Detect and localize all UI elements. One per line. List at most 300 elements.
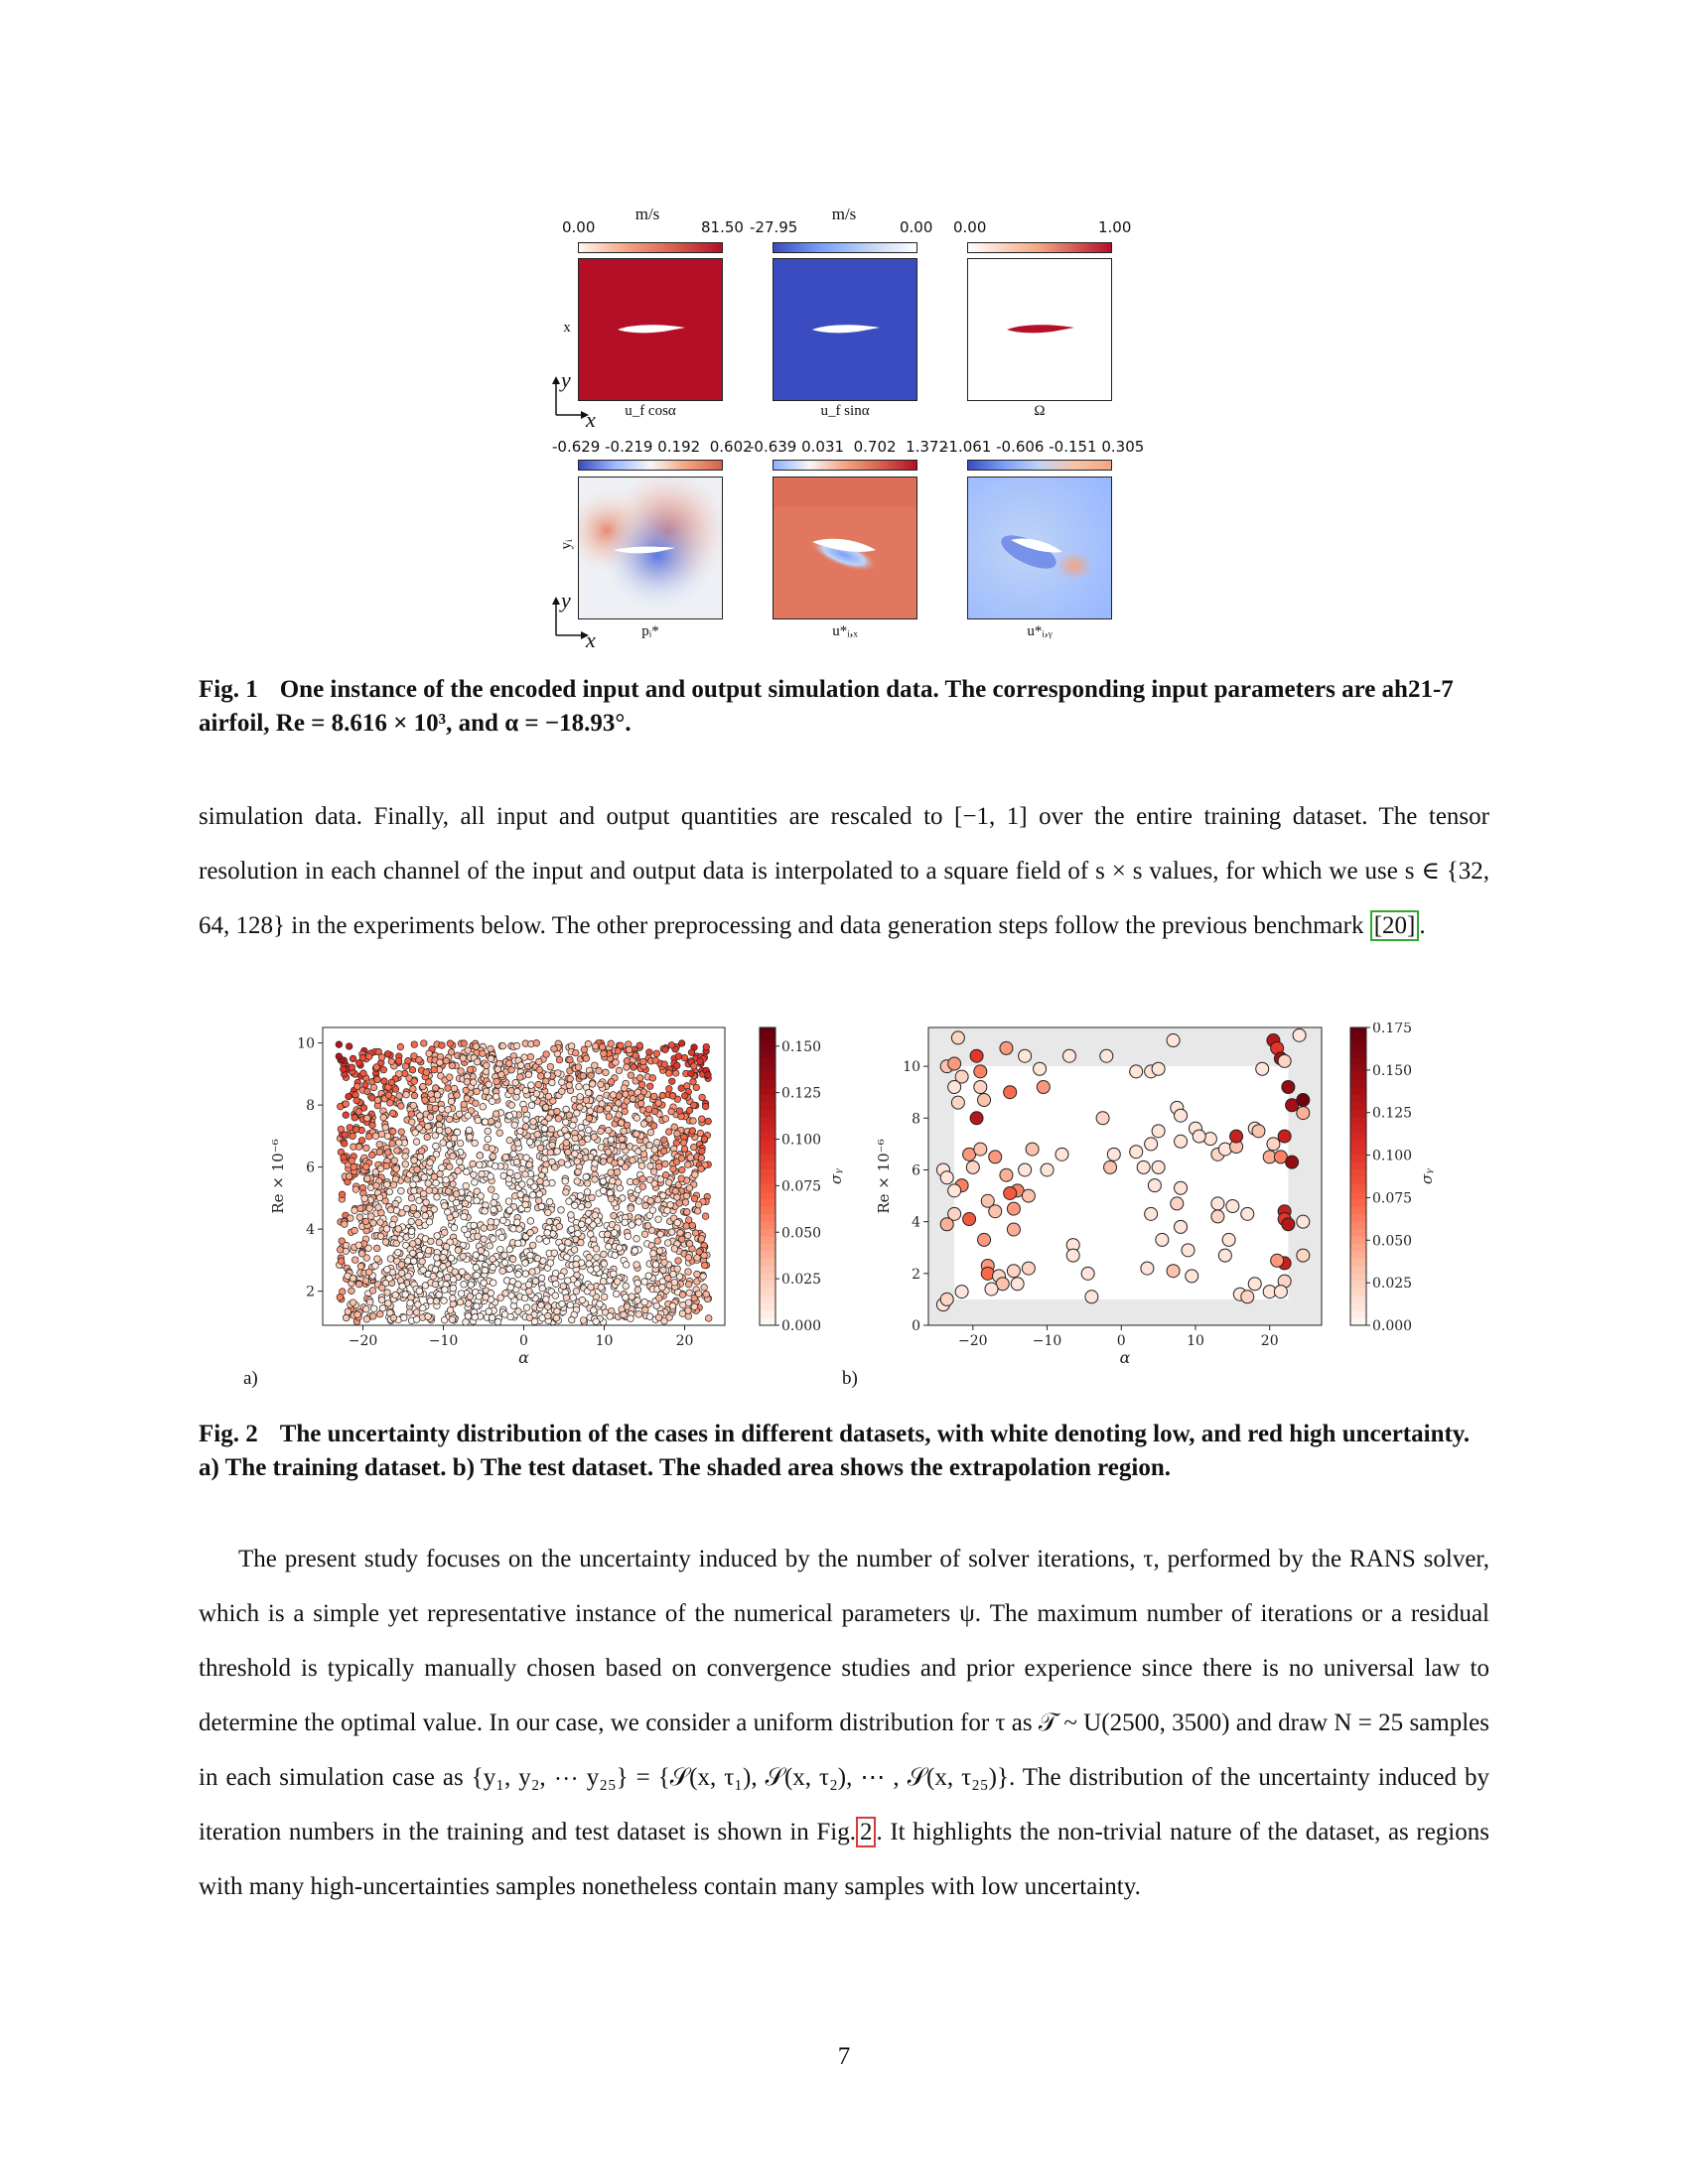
chart-a-point — [601, 1294, 608, 1300]
chart-a-point — [660, 1148, 667, 1155]
figure-2 — [228, 1023, 1460, 1400]
chart-a-point — [379, 1305, 386, 1312]
chart-a-point — [641, 1298, 648, 1305]
chart-a-point — [579, 1297, 586, 1303]
chart-a-point — [398, 1103, 405, 1110]
chart-a-point — [408, 1228, 415, 1235]
chart-b-colorbar-segment — [1350, 1206, 1366, 1214]
chart-a-point — [343, 1101, 350, 1108]
chart-b-colorbar-label: 0.025 — [1372, 1276, 1413, 1293]
chart-a-point — [692, 1171, 699, 1178]
chart-a-point — [543, 1296, 550, 1302]
chart-a — [269, 1027, 845, 1367]
chart-b-point — [1267, 1138, 1280, 1151]
chart-a-ylabel: Re × 10⁻⁶ — [269, 1139, 287, 1214]
chart-a-point — [434, 1233, 441, 1240]
chart-a-point — [674, 1062, 681, 1069]
chart-a-point — [538, 1203, 545, 1210]
chart-a-point — [387, 1206, 394, 1213]
chart-b-point — [974, 1143, 987, 1156]
colorbar-uy — [773, 242, 917, 253]
chart-a-point — [405, 1273, 412, 1280]
chart-a-point — [461, 1040, 468, 1047]
chart-a-point — [678, 1040, 685, 1047]
chart-a-colorbar-segment — [760, 1065, 775, 1073]
chart-a-colorbar-segment — [760, 1125, 775, 1133]
chart-a-point — [510, 1151, 517, 1158]
chart-a-point — [449, 1316, 456, 1323]
chart-a-point — [601, 1050, 608, 1057]
chart-a-point — [690, 1078, 697, 1085]
chart-a-point — [483, 1068, 490, 1075]
label-omega: Ω — [1034, 403, 1046, 419]
chart-b-point — [1175, 1181, 1188, 1194]
chart-a-point — [699, 1148, 706, 1155]
chart-a-point — [633, 1115, 640, 1122]
colorbar-uy-out — [967, 460, 1112, 471]
chart-a-point — [391, 1158, 398, 1164]
chart-a-point — [612, 1252, 619, 1259]
chart-a-point — [380, 1066, 387, 1073]
chart-a-point — [566, 1082, 573, 1089]
chart-a-point — [490, 1256, 496, 1263]
chart-b-point — [1137, 1160, 1150, 1173]
chart-a-point — [640, 1058, 647, 1065]
chart-a-point — [448, 1098, 455, 1105]
chart-a-point — [638, 1162, 645, 1169]
chart-a-point — [408, 1195, 415, 1202]
chart-a-point — [355, 1281, 362, 1288]
chart-a-point — [676, 1108, 683, 1115]
chart-b-colorbar-segment — [1350, 1102, 1366, 1110]
chart-a-point — [387, 1256, 394, 1263]
chart-b-point — [1011, 1278, 1024, 1291]
chart-b-point — [1175, 1220, 1188, 1233]
chart-b-point — [1145, 1138, 1158, 1151]
chart-a-xtick-label: −10 — [428, 1333, 459, 1349]
chart-a-point — [505, 1198, 512, 1205]
chart-a-point — [580, 1317, 587, 1324]
chart-a-point — [523, 1155, 530, 1161]
chart-a-point — [669, 1302, 676, 1309]
chart-b-ylabel: Re × 10⁻⁶ — [875, 1139, 893, 1214]
chart-a-point — [383, 1181, 390, 1188]
chart-a-point — [375, 1204, 382, 1211]
chart-b-point — [989, 1205, 1002, 1218]
chart-a-point — [472, 1313, 479, 1320]
chart-a-point — [474, 1272, 481, 1279]
chart-a-point — [496, 1130, 503, 1137]
chart-a-point — [522, 1124, 529, 1131]
chart-a-colorbar-segment — [760, 1080, 775, 1088]
chart-a-point — [600, 1278, 607, 1285]
chart-a-colorbar-segment — [760, 1184, 775, 1192]
chart-a-point — [350, 1275, 356, 1282]
chart-a-colorbar-segment — [760, 1132, 775, 1140]
chart-a-colorbar-segment — [760, 1169, 775, 1177]
chart-a-point — [402, 1153, 409, 1160]
chart-b-point — [974, 1081, 987, 1094]
chart-a-point — [700, 1273, 707, 1280]
chart-a-point — [411, 1041, 418, 1048]
chart-a-point — [596, 1067, 603, 1074]
chart-b-colorbar-segment — [1350, 1080, 1366, 1088]
chart-a-ytick-label: 8 — [306, 1098, 315, 1115]
chart-a-point — [594, 1254, 601, 1261]
chart-a-point — [408, 1218, 415, 1225]
chart-b-point — [1297, 1107, 1310, 1120]
chart-a-point — [583, 1097, 590, 1104]
chart-a-point — [661, 1259, 668, 1266]
chart-b-point — [1297, 1249, 1310, 1262]
chart-a-point — [443, 1176, 450, 1183]
chart-a-point — [436, 1127, 443, 1134]
chart-a-point — [352, 1186, 359, 1193]
chart-a-point — [494, 1318, 501, 1325]
chart-a-point — [543, 1180, 550, 1187]
cbar2-min: -27.95 — [750, 218, 798, 236]
chart-a-point — [689, 1128, 696, 1135]
chart-b-colorbar-segment — [1350, 1065, 1366, 1073]
chart-a-point — [628, 1072, 634, 1079]
chart-a-point — [494, 1066, 501, 1073]
chart-a-point — [687, 1155, 694, 1161]
chart-a-point — [517, 1074, 524, 1081]
chart-a-point — [450, 1285, 457, 1292]
chart-a-point — [389, 1128, 396, 1135]
chart-a-point — [583, 1055, 590, 1062]
chart-a-point — [568, 1212, 575, 1219]
chart-a-colorbar-segment — [760, 1117, 775, 1125]
chart-a-ytick-label: 6 — [306, 1160, 315, 1176]
chart-a-point — [565, 1239, 572, 1246]
chart-a-point — [563, 1140, 570, 1147]
chart-a-point — [651, 1147, 658, 1154]
chart-a-point — [525, 1071, 532, 1078]
chart-a-point — [463, 1319, 470, 1326]
chart-a-point — [545, 1303, 552, 1310]
chart-b-point — [966, 1160, 979, 1173]
chart-a-point — [508, 1087, 515, 1094]
cbar1-max: 81.50 — [701, 218, 744, 236]
chart-a-point — [427, 1114, 434, 1121]
chart-a-point — [358, 1137, 365, 1144]
chart-a-point — [364, 1115, 371, 1122]
chart-a-point — [546, 1198, 553, 1205]
chart-a-point — [630, 1096, 636, 1103]
chart-a-point — [588, 1072, 595, 1079]
chart-a-point — [419, 1258, 426, 1265]
chart-a-point — [600, 1159, 607, 1165]
chart-a-point — [405, 1057, 412, 1064]
chart-a-point — [489, 1186, 495, 1193]
chart-a-point — [465, 1112, 472, 1119]
chart-b-xtick-label: −20 — [958, 1333, 988, 1349]
chart-a-point — [621, 1128, 628, 1135]
panel-ux-out — [773, 477, 917, 619]
chart-a-point — [530, 1119, 537, 1126]
chart-a-point — [414, 1166, 421, 1173]
chart-a-point — [357, 1263, 364, 1270]
chart-a-point — [476, 1294, 483, 1300]
chart-a-point — [376, 1194, 383, 1201]
chart-a-colorbar-segment — [760, 1221, 775, 1229]
chart-b-colorbar-segment — [1350, 1199, 1366, 1207]
chart-a-point — [528, 1102, 535, 1109]
chart-a-point — [575, 1064, 582, 1071]
chart-a-point — [645, 1106, 652, 1113]
chart-a-point — [647, 1129, 654, 1136]
chart-a-point — [434, 1255, 441, 1262]
cbar3-max: 1.00 — [1098, 218, 1132, 236]
chart-a-point — [361, 1195, 368, 1202]
chart-a-xlabel: α — [518, 1348, 529, 1367]
chart-a-point — [644, 1223, 651, 1230]
chart-a-point — [556, 1056, 563, 1063]
chart-a-point — [352, 1257, 358, 1264]
chart-a-point — [558, 1079, 565, 1086]
chart-a-point — [616, 1067, 623, 1074]
chart-b-point — [1156, 1233, 1169, 1246]
citation-link[interactable]: [20] — [1370, 910, 1420, 941]
chart-b-colorbar-label: 0.000 — [1372, 1318, 1413, 1334]
chart-a-point — [538, 1301, 545, 1308]
chart-b-point — [1000, 1041, 1013, 1054]
chart-a-point — [346, 1093, 352, 1100]
chart-a-point — [686, 1185, 693, 1192]
chart-a-point — [465, 1313, 472, 1320]
chart-a-point — [421, 1040, 428, 1047]
row1-ylabel: x — [563, 320, 571, 336]
chart-b-point — [963, 1213, 976, 1226]
chart-a-point — [522, 1271, 529, 1278]
chart-a-point — [409, 1067, 416, 1074]
chart-a-xtick-label: 0 — [519, 1333, 528, 1349]
chart-b-point — [970, 1049, 983, 1062]
chart-b-point — [1019, 1049, 1032, 1062]
chart-a-colorbar-label: 0.075 — [781, 1178, 822, 1195]
chart-a-colorbar-segment — [760, 1087, 775, 1095]
chart-a-point — [646, 1116, 653, 1123]
chart-a-point — [497, 1295, 504, 1301]
chart-a-point — [457, 1298, 464, 1305]
chart-a-point — [533, 1090, 540, 1097]
chart-a-point — [614, 1279, 621, 1286]
chart-a-point — [445, 1106, 452, 1113]
chart-b-colorbar-segment — [1350, 1140, 1366, 1148]
chart-a-point — [681, 1093, 688, 1100]
chart-a-point — [567, 1301, 574, 1308]
chart-b-point — [1141, 1262, 1154, 1275]
chart-b-colorbar-segment — [1350, 1310, 1366, 1318]
chart-a-point — [672, 1188, 679, 1195]
chart-a-point — [587, 1108, 594, 1115]
chart-a-point — [694, 1208, 701, 1215]
chart-a-point — [701, 1262, 708, 1269]
chart-b-colorbar-segment — [1350, 1259, 1366, 1267]
chart-a-point — [678, 1236, 685, 1243]
chart-a-point — [655, 1314, 662, 1321]
chart-a-point — [538, 1275, 545, 1282]
figure-reference-link[interactable]: 2 — [856, 1817, 877, 1847]
chart-a-point — [598, 1081, 605, 1088]
chart-b-colorbar-segment — [1350, 1147, 1366, 1155]
chart-a-point — [485, 1128, 492, 1135]
chart-a-point — [589, 1194, 596, 1201]
chart-a-point — [671, 1279, 678, 1286]
chart-a-point — [639, 1183, 646, 1190]
chart-b-ytick-label: 10 — [903, 1059, 920, 1076]
chart-a-point — [409, 1241, 416, 1248]
chart-a-point — [691, 1195, 698, 1202]
chart-a-point — [515, 1271, 522, 1278]
chart-a-point — [558, 1160, 565, 1166]
chart-a-point — [678, 1175, 685, 1182]
chart-a-point — [690, 1102, 697, 1109]
chart-a-point — [563, 1106, 570, 1113]
chart-a-point — [637, 1094, 644, 1101]
chart-a-point — [634, 1287, 641, 1294]
chart-b-point — [1167, 1034, 1180, 1047]
chart-a-point — [529, 1242, 536, 1249]
chart-a-point — [539, 1285, 546, 1292]
chart-a-point — [443, 1244, 450, 1251]
chart-a-point — [537, 1073, 544, 1080]
chart-a-point — [515, 1308, 522, 1315]
chart-a-point — [417, 1154, 424, 1160]
chart-a-point — [372, 1263, 379, 1270]
chart-a-colorbar-segment — [760, 1161, 775, 1169]
chart-a-point — [337, 1294, 344, 1300]
chart-a-point — [385, 1150, 392, 1157]
chart-a-point — [697, 1058, 704, 1065]
chart-a-point — [463, 1087, 470, 1094]
chart-a-point — [688, 1070, 695, 1077]
chart-a-point — [598, 1128, 605, 1135]
chart-a-point — [448, 1255, 455, 1262]
chart-a-point — [370, 1305, 377, 1312]
chart-a-point — [467, 1134, 474, 1141]
chart-a-point — [523, 1117, 530, 1124]
chart-a-point — [624, 1303, 631, 1310]
chart-a-point — [551, 1250, 558, 1257]
chart-a-colorbar-segment — [760, 1072, 775, 1080]
chart-b-colorbar-segment — [1350, 1110, 1366, 1118]
chart-a-point — [651, 1108, 658, 1115]
chart-b-point — [1145, 1207, 1158, 1220]
chart-b-point — [940, 1218, 953, 1231]
chart-a-point — [473, 1043, 480, 1050]
chart-a-point — [454, 1092, 461, 1099]
chart-a-point — [425, 1123, 432, 1130]
chart-a-point — [456, 1111, 463, 1118]
chart-a-point — [655, 1295, 662, 1301]
chart-a-point — [436, 1115, 443, 1122]
chart-a-point — [674, 1219, 681, 1226]
chart-a-point — [640, 1121, 647, 1128]
chart-b-point — [948, 1057, 961, 1070]
chart-a-point — [592, 1062, 599, 1069]
chart-a-point — [659, 1284, 666, 1291]
chart-a-point — [564, 1133, 571, 1140]
chart-a-point — [482, 1267, 489, 1274]
chart-a-point — [652, 1262, 659, 1269]
chart-a-point — [567, 1076, 574, 1083]
chart-b-point — [951, 1031, 964, 1044]
chart-a-point — [384, 1267, 391, 1274]
chart-a-point — [364, 1175, 371, 1182]
chart-a-point — [640, 1145, 647, 1152]
chart-a-point — [437, 1272, 444, 1279]
chart-a-point — [374, 1076, 381, 1083]
chart-a-point — [381, 1078, 388, 1085]
chart-a-point — [563, 1189, 570, 1196]
chart-a-point — [486, 1081, 492, 1088]
chart-a-point — [462, 1200, 469, 1207]
chart-a-point — [463, 1182, 470, 1189]
chart-a-point — [426, 1050, 433, 1057]
chart-a-point — [571, 1247, 578, 1254]
chart-a-point — [451, 1135, 458, 1142]
chart-a-point — [480, 1103, 487, 1110]
chart-a-point — [597, 1107, 604, 1114]
chart-a-point — [560, 1283, 567, 1290]
chart-a-point — [436, 1239, 443, 1246]
unit-label-ux: m/s — [634, 205, 660, 223]
chart-a-point — [553, 1314, 560, 1321]
chart-a-point — [535, 1081, 542, 1088]
chart-a-point — [622, 1163, 629, 1170]
chart-a-colorbar-segment — [760, 1102, 775, 1110]
chart-a-point — [694, 1271, 701, 1278]
chart-a-point — [450, 1277, 457, 1284]
chart-a-point — [575, 1230, 582, 1237]
chart-a-point — [445, 1188, 452, 1195]
chart-a-point — [505, 1175, 512, 1182]
chart-b-point — [1019, 1163, 1032, 1176]
chart-b-point — [1274, 1286, 1287, 1298]
chart-b-colorbar-segment — [1350, 1132, 1366, 1140]
chart-b-point — [1167, 1265, 1180, 1278]
chart-a-point — [518, 1181, 525, 1188]
chart-a-point — [570, 1295, 577, 1301]
chart-a-point — [398, 1270, 405, 1277]
chart-a-point — [674, 1194, 681, 1201]
chart-a-point — [647, 1197, 654, 1204]
chart-a-point — [527, 1218, 534, 1225]
chart-b-ytick-label: 8 — [912, 1111, 920, 1128]
chart-a-point — [474, 1303, 481, 1310]
chart-a-point — [605, 1127, 612, 1134]
chart-a-point — [586, 1261, 593, 1268]
figure-1-caption-text: One instance of the encoded input and output simulation data. The corresponding input parameters are ah21-7 airfoil, Re = 8.616 × 10³, and α = −18.93°. — [199, 676, 1454, 737]
chart-a-point — [597, 1300, 604, 1307]
chart-a-point — [593, 1246, 600, 1253]
chart-a-point — [525, 1282, 532, 1289]
chart-a-point — [621, 1085, 628, 1092]
chart-b-colorbar-segment — [1350, 1042, 1366, 1050]
chart-a-point — [507, 1169, 514, 1176]
chart-b-point — [989, 1151, 1002, 1163]
label-pressure: pᵢ* — [641, 623, 659, 639]
chart-a-point — [428, 1238, 435, 1245]
chart-a-point — [665, 1070, 672, 1077]
chart-a-point — [374, 1097, 381, 1104]
chart-a-point — [355, 1144, 362, 1151]
chart-a-point — [368, 1152, 375, 1159]
chart-a-point — [470, 1079, 477, 1086]
chart-a-point — [390, 1314, 397, 1321]
